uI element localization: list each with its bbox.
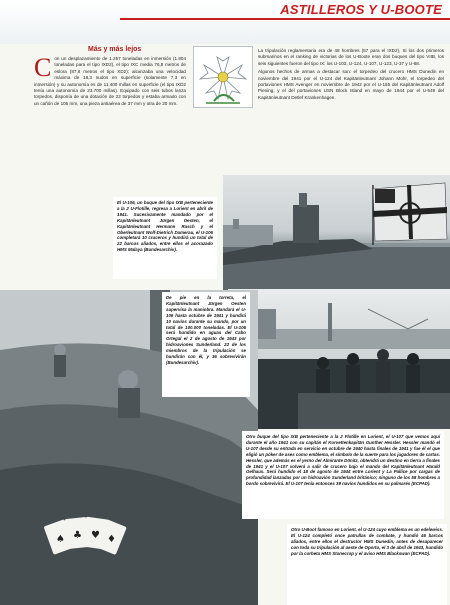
- edelweiss-drawing: [194, 47, 252, 107]
- article-subtitle: Más y más lejos: [88, 46, 142, 53]
- section-title: ASTILLEROS Y U-BOOTE: [280, 2, 442, 17]
- caption-u107: Otro buque del tipo IXB perteneciente a la 2 Flotille en Lorient, el U-107 que vemos aquí durante el año 1941 con su capitán el Korvettenkapitän Gunther Hessler. Hessler mandó el U-107 desde su entrada en servicio en octubre de 1940 hasta finales de 1941 y fue él el que eligió un póker de ases como emblema, el símbolo de la suerte para los jugadores de cartas. Hessler, que además es el yerno del Almirante Dönitz, obtendrá un destino en tierra a finales de 1941 y el U-107 volverá a salir de crucero bajo el mando del Kapitänleutnant Harald Gelhaus. Será hundido el 18 de agosto de 1944 entre Lorient y La Pallice por cargas de profundidad lanzadas por un hidroavión Sunderland británico; ninguno de los 58 hombres a bordo sobrevivirá. El U-107 tenía entonces 39 navíos hundidos en su palmarés (ECPAD).: [242, 431, 444, 519]
- caption-oesten: De pie en la torreta, el Kapitänleutnant Jürgen Oesten supervisa la maniobra. Mandará el U-106 hasta octubre de 1941 y hundirá 10 navíos durante su mando, por un total de 100.000 toneladas. El U-106 será hundido en aguas del Cabo Ortegal el 2 de agosto de 1943 por hidroaviones Sunderland. 22 de los miembros de la tripulación se hundirán con él, y 36 sobrevivirán (Bundesarchiv).: [162, 292, 250, 397]
- page-header: [0, 0, 450, 44]
- photo-oesten-tower: [228, 289, 450, 429]
- caption-u124: Otro U-Boot famoso en Lorient, el U-124 cuyo emblema es un edelweiss. El U-124 completó once patrullas de combate, y hundió 46 barcos aliados, entre ellos el destructor HMS Dunedin, antes de desaparecer con toda su tripulación al oeste de Oporto, el 3 de abril de 1943, hundido por la corbeta HMS Stonecrop y el aviso HMS Blackswan (ECPAD).: [287, 524, 447, 605]
- photo-u106-harbour: [223, 175, 450, 299]
- article-left-text: on un desplazamiento de 1.257 toneladas en inmersión (1.804 toneladas para el tipo IXD2), el tipo IXC media 76,8 metros de eslora (87,6 metros el tipo XD2); alcanzaba una velocidad máxima de 18,3 nudos en superficie (solamente 7,3 en inmersión) y su autonomía es de 11.400 millas en superficie (el tipo IXD2 tenía una autonomía de 23.700 millas). Equipado con seis tubos lanza torpedos, disponía de una dotación de 22 torpedos y estaba armado con un cañón de 105 mm, una pieza antiaérea de 37 mm y otra de 20 mm.: [34, 56, 186, 106]
- svg-text:♣: ♣: [73, 530, 82, 541]
- article-right-column: [258, 48, 444, 103]
- war-ensign-flag-icon: [373, 183, 447, 241]
- header-rule: [120, 18, 450, 20]
- svg-text:♠: ♠: [56, 534, 65, 545]
- edelweiss-emblem-icon: [193, 46, 253, 108]
- article-right-paragraph-2: Algunos hechos de armas a destacar son: el torpedeo del crucero HMS Dunedin en noviembre del 1941 por el U-124 del Kapitänleutnant Johann Mohr, el torpedeo del portaviones HMS Avenger en noviembre de 1942 por el U-155 del Kapitänleutnant Adolf Piening, y el del portaviones USN Block Island en mayo de 1944 por el U-549 del Kapitänleutnant Detlef Krankenhagen.: [258, 69, 444, 100]
- svg-text:♦: ♦: [107, 534, 116, 545]
- photo-oesten-drawing: [228, 289, 450, 429]
- photo-u106-drawing: [223, 175, 450, 299]
- svg-text:♥: ♥: [91, 530, 100, 541]
- article-left-column: [34, 53, 186, 107]
- caption-u106: El U-106, un buque del tipo IXB perteneciente a la 2 U-Flotille, regresa a Lorient en abril de 1941. Sucesivamente mandado por el Kapitänleutnant Jürgen Oesten, el Kapitänleutnant Hermann Rasch y el Oberleutnant Wolf-Dietrich Damerau, el U-106 completará 10 cruceros y hundirá un total de 22 barcos aliados, entre ellos el acorazado HMS Malaya (Bundesarchiv).: [113, 197, 217, 279]
- drop-cap: C: [34, 53, 52, 82]
- article-right-paragraph-1: La tripulación reglamentaria era de 48 hombres (57 para el IXD2), Si los dos primeros submarinos en el ranking de victorias de los U-Boote eran dos buques del tipo VIIB, los seis siguientes fueron del tipo IX: los U-103, U-124, U-107, U-123, U-37 y U-68.: [258, 48, 444, 66]
